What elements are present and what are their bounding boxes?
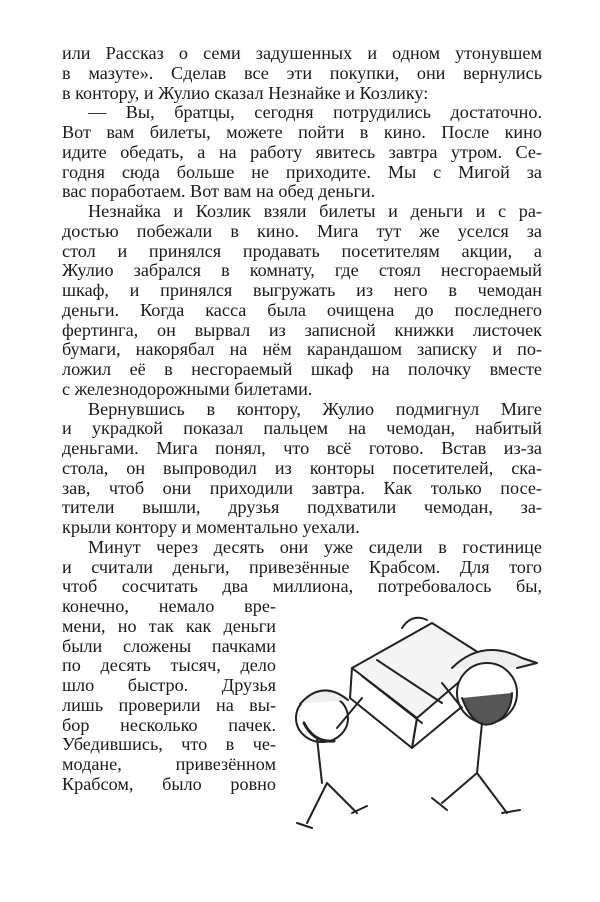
text-line: деньгами. Мига понял, что всё готово. Встав из-за [62, 439, 542, 458]
text-line: Минут через десять они уже сидели в гостинице [88, 537, 542, 557]
text-line: зав, чтоб они приходили завтра. Как только посе- [62, 478, 542, 498]
text-line: мени, но так как деньги [62, 616, 276, 636]
text-line: и украдкой показал пальцем на чемодан, набитый [62, 419, 542, 439]
text-line: бор несколько пачек. [62, 715, 276, 735]
text-line: чтоб сосчитать два миллиона, потребовалось бы, [62, 577, 542, 597]
text-line: или Рассказ о семи задушенных и одном утонувшем [62, 44, 542, 63]
text-line: шкаф, и принялся выгружать из него в чемодан [62, 281, 542, 300]
text-line: конечно, немало вре- [62, 597, 276, 616]
text-line: и считали деньги, привезённые Крабсом. Для того [62, 557, 542, 577]
text-line: Вот вам билеты, можете пойти в кино. После кино [62, 123, 542, 142]
text-line: достью побежали в кино. Мига тут же уселся за [62, 221, 542, 241]
illustration-two-men-carrying-suitcase [282, 598, 547, 838]
text-line: фертинга, он вырвал из записной книжки листочек [62, 320, 542, 340]
text-line: стола, он выпроводил из конторы посетителей, ска- [62, 458, 542, 478]
text-line: Крабсом, было ровно [62, 774, 276, 794]
text-line: крыли контору и моментально уехали. [62, 518, 360, 537]
left-man-figure [296, 690, 367, 828]
text-line: вас поработаем. Вот вам на обед деньги. [62, 182, 376, 202]
text-line: деньги. Когда касса была очищена до последнего [62, 300, 542, 320]
text-line: Незнайка и Козлик взяли билеты и деньги и с ра- [88, 202, 542, 221]
text-line: бумаги, накорябал на нём карандашом записку и по- [62, 340, 542, 360]
text-line: стол и принялся продавать посетителям акции, а [62, 241, 542, 261]
text-line: по десять тысяч, дело [62, 656, 276, 676]
text-line: — Вы, братцы, сегодня потрудились достаточно. [88, 103, 542, 123]
text-line: Убедившись, что в че- [62, 735, 276, 755]
text-line: с железнодорожными билетами. [62, 379, 313, 399]
text-line: в контору, и Жулио сказал Незнайке и Козлику: [62, 83, 429, 103]
text-line: тители вышли, друзья подхватили чемодан, за- [62, 498, 542, 518]
text-line: Жулио забрался в комнату, где стоял несгораемый [62, 261, 542, 281]
text-line: Вернувшись в контору, Жулио подмигнул Миге [88, 399, 542, 419]
text-line: в мазуте». Сделав все эти покупки, они вернулись [62, 63, 542, 83]
text-line: идите обедать, а на работу явитесь завтра утром. Се- [62, 142, 542, 162]
text-line: были сложены пачками [62, 636, 276, 656]
text-line: шло быстро. Друзья [62, 676, 276, 695]
text-line: годня сюда больше не приходите. Мы с Мигой за [62, 162, 542, 182]
text-line: модане, привезённом [62, 755, 276, 774]
text-line: лишь проверили на вы- [62, 695, 276, 715]
text-line: ложил её в несгораемый шкаф на полочку вместе [62, 360, 542, 379]
